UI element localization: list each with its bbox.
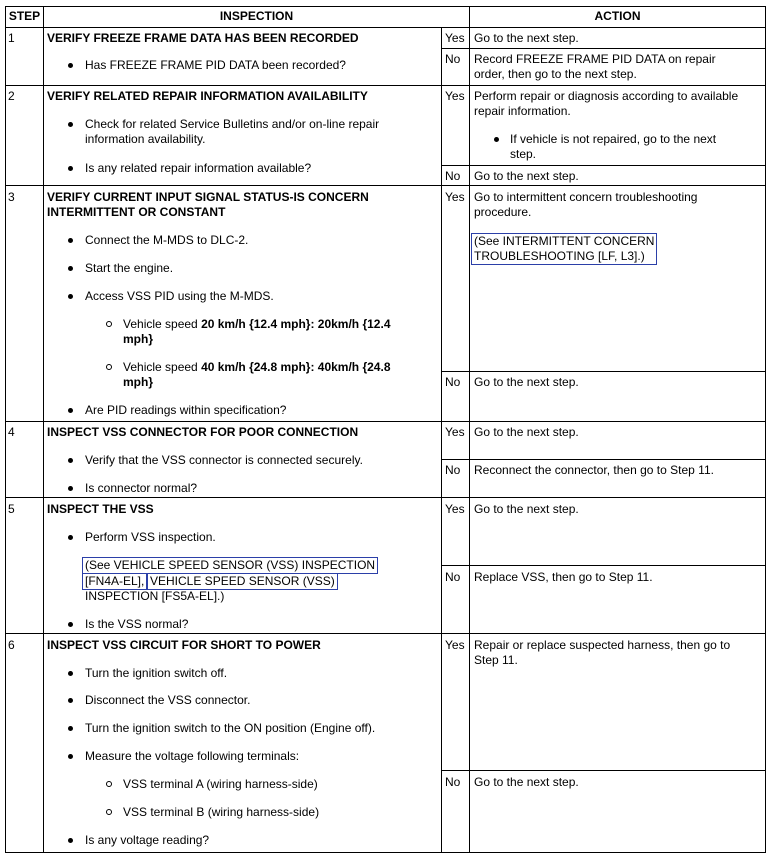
table-border-left: [5, 6, 6, 853]
link-text: INSPECTION [FS5A-EL].): [85, 589, 225, 603]
vss-inspection-link[interactable]: (See VEHICLE SPEED SENSOR (VSS) INSPECTION: [82, 557, 378, 574]
row-divider: [5, 633, 766, 634]
bullet-icon: [68, 535, 73, 540]
no-action: Reconnect the connector, then go to Step 11.: [474, 463, 714, 477]
yes-action: Perform repair or diagnosis according to available: [474, 89, 739, 103]
step-title: INSPECT THE VSS: [47, 502, 154, 516]
vss-inspection-link-fs5a[interactable]: VEHICLE SPEED SENSOR (VSS): [147, 573, 338, 590]
sub-item-prefix: Vehicle speed: [123, 317, 202, 331]
yes-no-divider: [441, 770, 766, 771]
row-divider: [5, 185, 766, 186]
sub-item-prefix: Vehicle speed: [123, 360, 202, 374]
step-title: INSPECT VSS CIRCUIT FOR SHORT TO POWER: [47, 638, 321, 652]
yes-action: Go to the next step.: [474, 31, 579, 45]
sub-item-value: 40 km/h {24.8 mph}: 40km/h {24.8: [201, 360, 391, 374]
yes-action: Repair or replace suspected harness, then go to: [474, 638, 731, 652]
yes-no-divider: [441, 48, 766, 49]
inspection-item: Turn the ignition switch off.: [85, 666, 228, 680]
bullet-icon: [68, 458, 73, 463]
link-text: TROUBLESHOOTING [LF, L3].): [474, 249, 645, 263]
sub-item: [123, 360, 391, 375]
step-title: VERIFY CURRENT INPUT SIGNAL STATUS-IS CONCERN: [47, 190, 369, 204]
bullet-icon: [68, 671, 73, 676]
yes-action: Go to the next step.: [474, 502, 579, 516]
yes-no-divider: [441, 565, 766, 566]
sub-bullet-icon: [106, 781, 112, 787]
step-title: INTERMITTENT OR CONSTANT: [47, 205, 226, 219]
yes-action: Go to intermittent concern troubleshooting: [474, 190, 698, 204]
yes-label: Yes: [445, 190, 465, 204]
sub-bullet-icon: [106, 364, 112, 370]
sub-item: VSS terminal A (wiring harness-side): [123, 777, 318, 791]
step-title: VERIFY FREEZE FRAME DATA HAS BEEN RECORDED: [47, 31, 359, 45]
bullet-icon: [68, 294, 73, 299]
step-number: 4: [8, 425, 15, 439]
bullet-icon: [68, 408, 73, 413]
bullet-icon: [68, 754, 73, 759]
no-label: No: [445, 375, 461, 389]
sub-item-value: mph}: [123, 375, 153, 389]
inspection-item: Check for related Service Bulletins and/or on-line repair: [85, 117, 380, 131]
inspection-item: Connect the M-MDS to DLC-2.: [85, 233, 249, 247]
inspection-item: Disconnect the VSS connector.: [85, 693, 251, 707]
yes-sub-action: If vehicle is not repaired, go to the next: [510, 132, 717, 146]
header-inspection: INSPECTION: [219, 9, 294, 23]
yes-label: Yes: [445, 425, 465, 439]
no-label: No: [445, 775, 461, 789]
header-step: STEP: [8, 9, 41, 23]
step-number: 6: [8, 638, 15, 652]
sub-item: [123, 317, 391, 332]
no-action: Go to the next step.: [474, 169, 579, 183]
sub-item-value: mph}: [123, 332, 153, 346]
table-border-bottom: [5, 852, 766, 853]
yes-label: Yes: [445, 31, 465, 45]
yes-action: repair information.: [474, 104, 571, 118]
sub-item: VSS terminal B (wiring harness-side): [123, 805, 320, 819]
inspection-item: Are PID readings within specification?: [85, 403, 287, 417]
step-number: 2: [8, 89, 15, 103]
bullet-icon: [68, 166, 73, 171]
yes-sub-action: step.: [510, 147, 537, 161]
yes-action: Go to the next step.: [474, 425, 579, 439]
row-divider: [5, 421, 766, 422]
bullet-icon: [68, 838, 73, 843]
bullet-icon: [68, 726, 73, 731]
sub-item-value: 20 km/h {12.4 mph}: 20km/h {12.4: [201, 317, 391, 331]
yes-label: Yes: [445, 638, 465, 652]
inspection-item: Is connector normal?: [85, 481, 198, 495]
table-border-right: [765, 6, 766, 853]
col-divider: [441, 27, 442, 853]
no-action: Record FREEZE FRAME PID DATA on repair: [474, 52, 716, 66]
row-divider: [5, 85, 766, 86]
no-label: No: [445, 169, 461, 183]
table-border-top: [5, 6, 766, 7]
intermittent-concern-link[interactable]: [471, 233, 657, 265]
inspection-item: Is the VSS normal?: [85, 617, 189, 631]
inspection-item: Access VSS PID using the M-MDS.: [85, 289, 274, 303]
bullet-icon: [68, 238, 73, 243]
col-divider: [469, 6, 470, 853]
yes-no-divider: [441, 165, 766, 166]
no-action: Replace VSS, then go to Step 11.: [474, 570, 653, 584]
bullet-icon: [68, 122, 73, 127]
col-divider: [43, 6, 44, 853]
yes-action: Step 11.: [474, 653, 518, 667]
no-label: No: [445, 52, 461, 66]
row-divider: [5, 497, 766, 498]
inspection-item: Is any voltage reading?: [85, 833, 210, 847]
inspection-item: Verify that the VSS connector is connected securely.: [85, 453, 363, 467]
yes-no-divider: [441, 371, 766, 372]
no-label: No: [445, 463, 461, 477]
step-number: 3: [8, 190, 15, 204]
header-divider: [5, 27, 766, 28]
no-action: order, then go to the next step.: [474, 67, 637, 81]
no-action: Go to the next step.: [474, 375, 579, 389]
inspection-item: Is any related repair information available?: [85, 161, 312, 175]
yes-label: Yes: [445, 89, 465, 103]
no-action: Go to the next step.: [474, 775, 579, 789]
header-action: ACTION: [594, 9, 641, 23]
inspection-item: Start the engine.: [85, 261, 174, 275]
yes-action: procedure.: [474, 205, 532, 219]
inspection-item: Has FREEZE FRAME PID DATA been recorded?: [85, 58, 346, 72]
bullet-icon: [68, 63, 73, 68]
bullet-icon: [68, 698, 73, 703]
vss-inspection-link-fn4a[interactable]: [FN4A-EL],: [82, 573, 147, 590]
step-title: INSPECT VSS CONNECTOR FOR POOR CONNECTION: [47, 425, 359, 439]
yes-no-divider: [441, 459, 766, 460]
bullet-icon: [68, 622, 73, 627]
yes-label: Yes: [445, 502, 465, 516]
inspection-item: Perform VSS inspection.: [85, 530, 216, 544]
inspection-item: Turn the ignition switch to the ON position (Engine off).: [85, 721, 376, 735]
inspection-item: Measure the voltage following terminals:: [85, 749, 300, 763]
link-text: (See INTERMITTENT CONCERN: [474, 234, 655, 248]
bullet-icon: [68, 486, 73, 491]
bullet-icon: [68, 266, 73, 271]
no-label: No: [445, 570, 461, 584]
bullet-icon: [494, 137, 499, 142]
step-number: 1: [8, 31, 15, 45]
inspection-item: information availability.: [85, 132, 206, 146]
sub-bullet-icon: [106, 809, 112, 815]
step-number: 5: [8, 502, 15, 516]
step-title: VERIFY RELATED REPAIR INFORMATION AVAILABILITY: [47, 89, 368, 103]
sub-bullet-icon: [106, 321, 112, 327]
